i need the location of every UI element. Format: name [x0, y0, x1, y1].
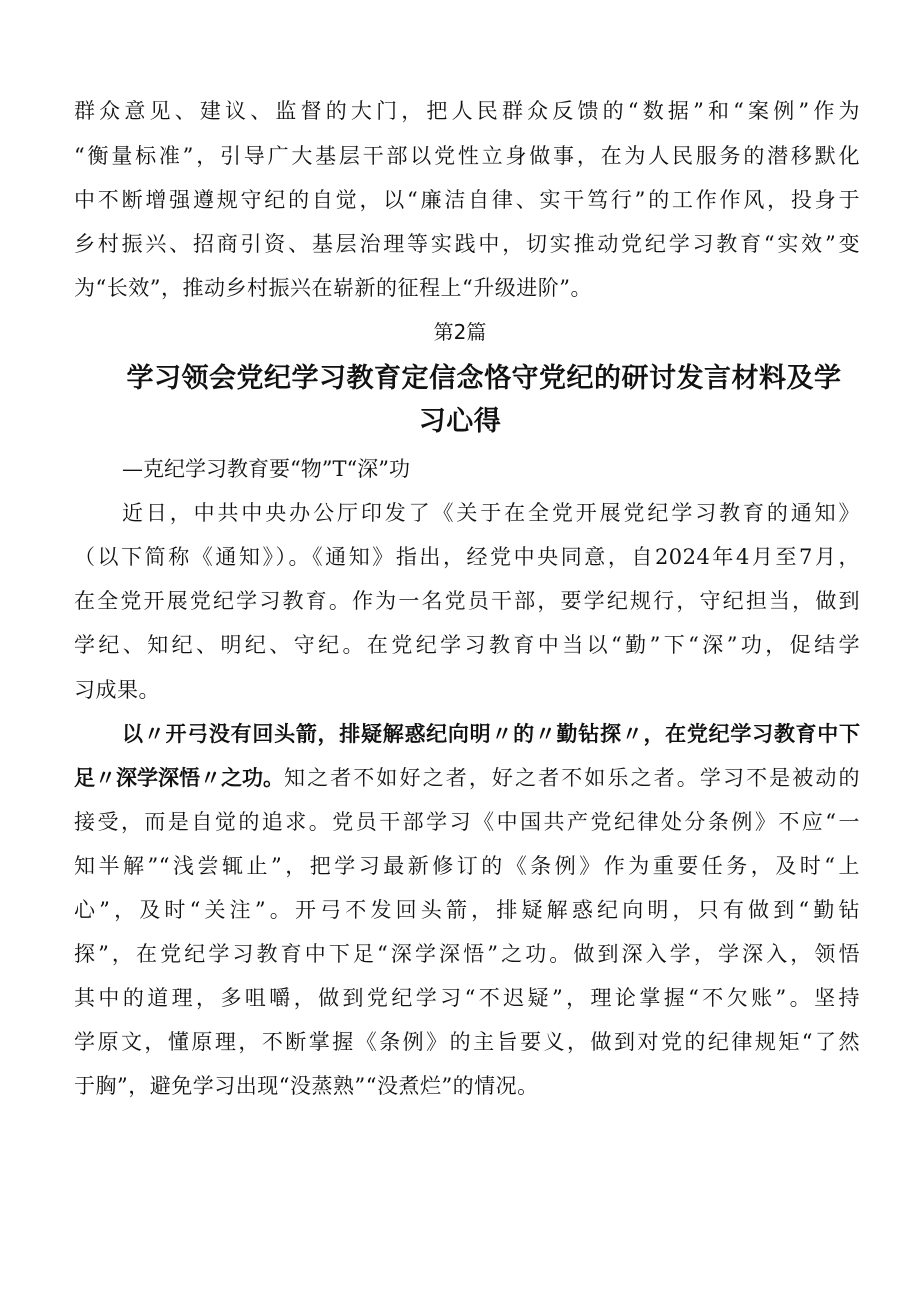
section-label: 第2篇: [433, 320, 487, 344]
document-title-line-1: 学习领会党纪学习教育定信念恪守党纪的研讨发言材料及学: [126, 363, 842, 394]
paragraph-line: 群众意见、建议、监督的大门，把人民群众反馈的“数据”和“案例”作为: [74, 99, 860, 123]
paragraph-line: 接受，而是自觉的追求。党员干部学习《中国共产党纪律处分条例》不应“一: [74, 810, 860, 834]
document-title-line-2: 习心得: [418, 406, 502, 437]
paragraph-heading-line: 以〃开弓没有回头箭，排疑解惑纪向明〃的〃勤钻探〃，在党纪学习教育中下: [122, 722, 860, 746]
paragraph-line: 心”，及时“关注”。开弓不发回头箭，排疑解惑纪向明，只有做到“勤钻: [74, 898, 860, 922]
paragraph-line: 习成果。: [74, 678, 160, 702]
paragraph-line: 为“长效”，推动乡村振兴在崭新的征程上“升级进阶”。: [74, 276, 592, 300]
paragraph-line: 知半解”“浅尝辄止”，把学习最新修订的《条例》作为重要任务，及时“上: [74, 854, 860, 878]
paragraph-line: 近日，中共中央办公厅印发了《关于在全党开展党纪学习教育的通知》: [122, 501, 860, 525]
paragraph-line: 在全党开展党纪学习教育。作为一名党员干部，要学纪规行，守纪担当，做到: [74, 589, 860, 613]
document-subtitle: —克纪学习教育要“物”T“深”功: [122, 457, 410, 481]
paragraph-line: 其中的道理，多咀嚼，做到党纪学习“不迟疑”，理论掌握“不欠账”。坚持: [74, 986, 860, 1010]
paragraph-text: 知之者不如好之者，好之者不如乐之者。学习不是被动的: [284, 766, 860, 790]
paragraph-line: 于胸”，避免学习出现“没蒸熟”“没煮烂”的情况。: [74, 1074, 539, 1098]
paragraph-line: [74, 765, 860, 791]
paragraph-line: 乡村振兴、招商引资、基层治理等实践中，切实推动党纪学习教育“实效”变: [74, 232, 860, 256]
paragraph-line: “衡量标准”，引导广大基层干部以党性立身做事，在为人民服务的潜移默化: [74, 144, 860, 168]
paragraph-heading-end: 足〃深学深悟〃之功。: [74, 766, 284, 790]
paragraph-line: （以下简称《通知》）。《通知》指出，经党中央同意，自2024年4月至7月，: [74, 545, 860, 569]
paragraph-line: 学纪、知纪、明纪、守纪。在党纪学习教育中当以“勤”下“深”功，促结学: [74, 633, 860, 657]
paragraph-line: 学原文，懂原理，不断掌握《条例》的主旨要义，做到对党的纪律规矩“了然: [74, 1030, 860, 1054]
paragraph-line: 中不断增强遵规守纪的自觉，以“廉洁自律、实干笃行”的工作作风，投身于: [74, 188, 860, 212]
paragraph-line: 探”，在党纪学习教育中下足“深学深悟”之功。做到深入学，学深入，领悟: [74, 942, 860, 966]
